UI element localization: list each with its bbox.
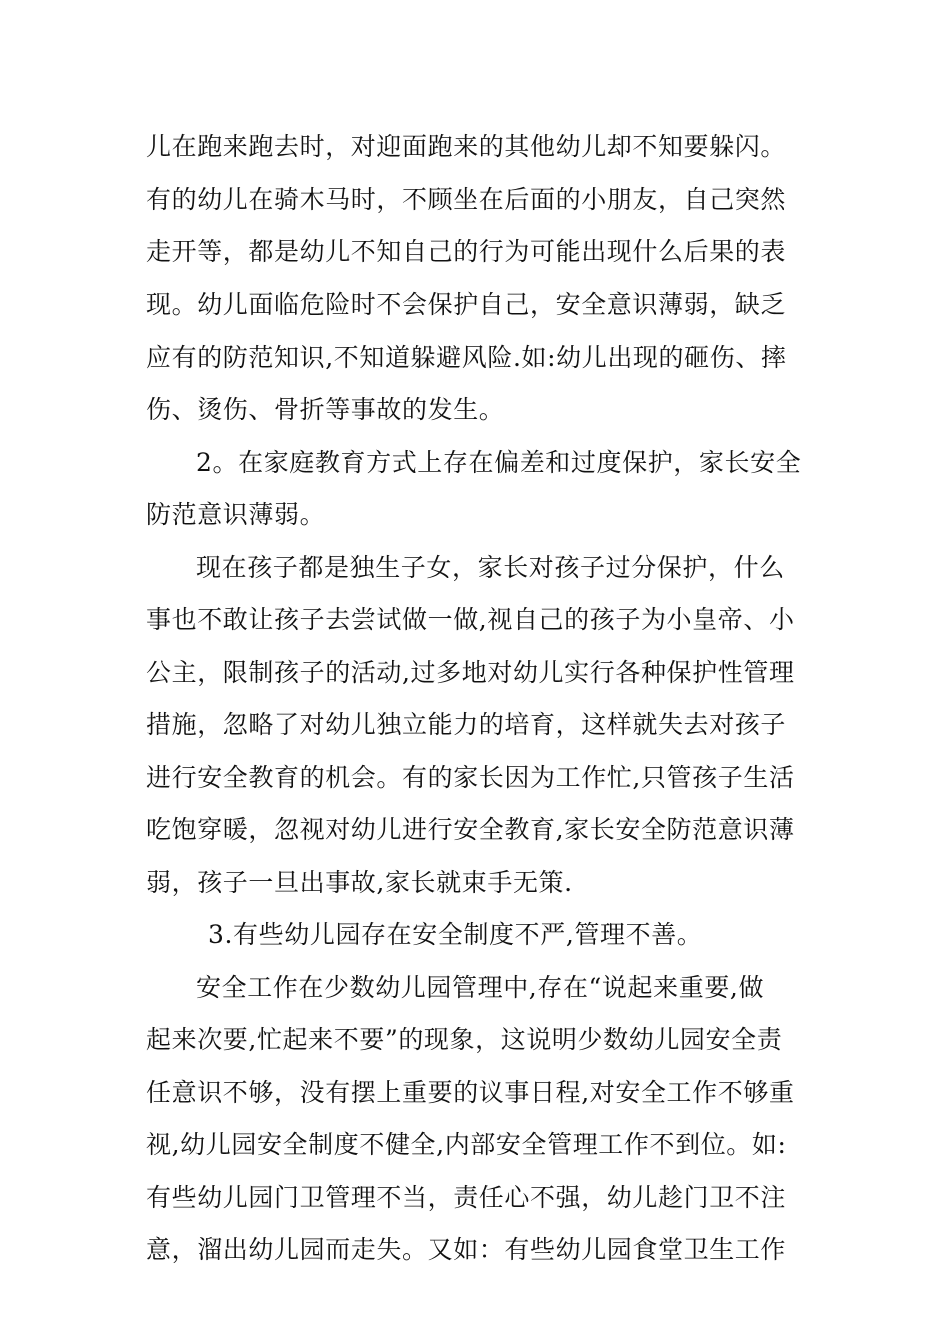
text-line: 儿在跑来跑去时，对迎面跑来的其他幼儿却不知要躲闪。 [146,132,787,161]
section-heading: 2。在家庭教育方式上存在偏差和过度保护，家长安全 [196,448,802,477]
text-line: 防范意识薄弱。 [146,500,326,529]
text-line: 任意识不够，没有摆上重要的议事日程,对安全工作不够重 [146,1078,795,1107]
text-line: 公主，限制孩子的活动,过多地对幼儿实行各种保护性管理 [146,658,795,687]
text-line: 走开等，都是幼儿不知自己的行为可能出现什么后果的表 [146,237,787,266]
text-line: 有些幼儿园门卫管理不当，责任心不强，幼儿趁门卫不注 [146,1183,787,1212]
text-line: 伤、烫伤、骨折等事故的发生。 [146,395,505,424]
text-line: 现。幼儿面临危险时不会保护自己，安全意识薄弱，缺乏 [146,290,787,319]
text-line: 进行安全教育的机会。有的家长因为工作忙,只管孩子生活 [146,763,795,792]
text-line: 意，溜出幼儿园而走失。又如：有些幼儿园食堂卫生工作 [146,1235,787,1264]
text-line: 视,幼儿园安全制度不健全,内部安全管理工作不到位。如: [146,1130,787,1159]
section-heading: 3.有些幼儿园存在安全制度不严,管理不善。 [208,920,703,949]
paragraph-start: 现在孩子都是独生子女，家长对孩子过分保护，什么 [196,553,785,582]
text-line: 事也不敢让孩子去尝试做一做,视自己的孩子为小皇帝、小 [146,605,795,634]
text-line: 应有的防范知识,不知道躲避风险.如:幼儿出现的砸伤、摔 [146,343,787,372]
paragraph-start: 安全工作在少数幼儿园管理中,存在“说起来重要,做 [196,973,765,1002]
text-line: 措施，忽略了对幼儿独立能力的培育，这样就失去对孩子 [146,710,787,739]
text-line: 有的幼儿在骑木马时，不顾坐在后面的小朋友，自己突然 [146,185,787,214]
text-line: 起来次要,忙起来不要”的现象，这说明少数幼儿园安全责 [146,1025,783,1054]
text-line: 弱，孩子一旦出事故,家长就束手无策. [146,868,573,897]
text-line: 吃饱穿暖，忽视对幼儿进行安全教育,家长安全防范意识薄 [146,815,795,844]
